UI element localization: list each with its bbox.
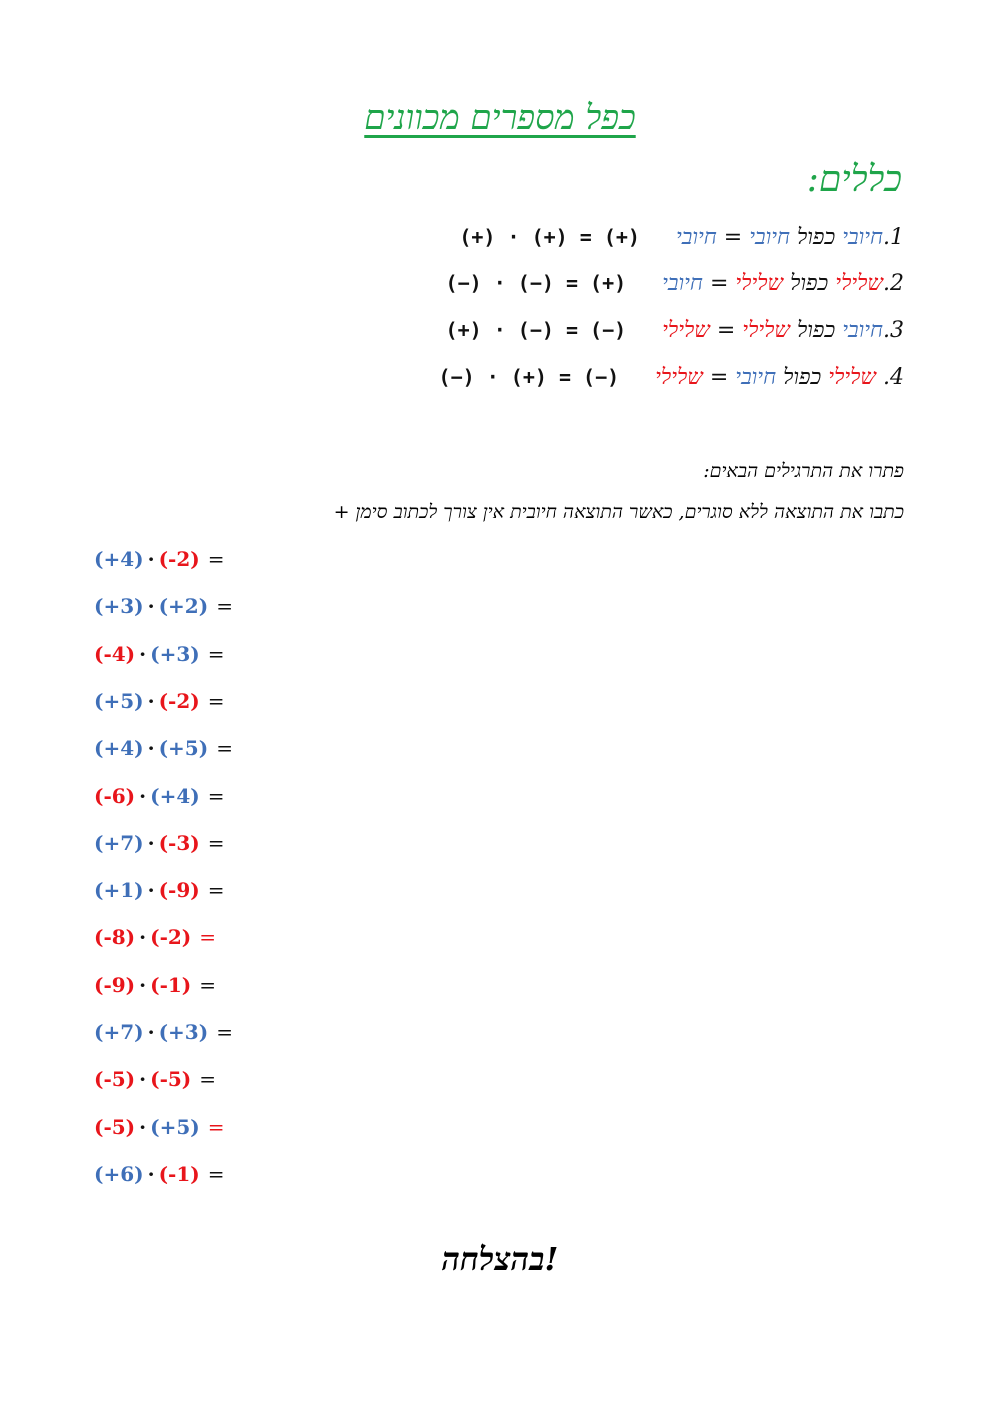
rule-result-word: חיובי [675,225,717,250]
multiplication-dot: · [147,878,155,903]
rule-first-sign-word: חיובי [842,225,883,250]
rule-equals-sign: = [716,318,736,343]
exercise-second-factor: (-9) [158,878,200,903]
rule-row [459,224,904,250]
rule-first-sign-word: חיובי [842,318,883,343]
multiplication-dot: · [147,1161,155,1186]
multiplication-dot: · [139,925,147,950]
exercise-equals-sign: = [207,783,225,808]
exercise-first-factor: (+1) [94,878,144,903]
exercise-second-factor: (-3) [158,830,200,855]
exercise-first-factor: (-4) [94,641,136,666]
exercise-first-factor: (-5) [94,1067,136,1092]
exercise-row [94,642,225,666]
rule-result-word: חיובי [662,271,703,296]
rule-first-sign-word: שלילי [828,365,876,390]
rule-row [439,364,904,390]
rule-times-word: כפול [790,271,829,296]
rule-row [446,270,904,296]
exercise-row [94,878,225,902]
exercise-first-factor: (-9) [94,972,136,997]
exercise-equals-sign: = [207,830,225,855]
exercise-first-factor: (+7) [94,830,144,855]
exercise-row [94,594,233,618]
exercise-equals-sign: = [216,736,233,761]
page-title: כפל מספרים מכוונים [364,98,636,138]
exercise-row [94,1067,216,1091]
exercise-equals-sign: = [207,1114,225,1139]
rule-second-sign-word: חיובי [749,225,790,250]
instructions-line-2: כתבו את התוצאה ללא סוגרים, כאשר התוצאה חיובית אין צורך לכתוב סימן + [333,501,904,523]
rule-sign-formula: (−) · (+) = (−) [438,365,620,389]
rule-sign-formula: (−) · (−) = (+) [445,271,627,295]
exercise-equals-sign: = [207,688,225,713]
exercise-second-factor: (-1) [158,1161,200,1186]
rule-result-word: שלילי [655,365,703,390]
exercise-second-factor: (+3) [158,1020,209,1044]
multiplication-dot: · [147,594,155,619]
exercise-second-factor: (+5) [158,736,209,761]
exercise-row [94,1162,225,1186]
exercise-row [94,736,233,760]
rule-number: 2. [883,271,904,296]
rule-sign-formula: (+) · (+) = (+) [459,225,640,249]
exercise-first-factor: (+4) [94,736,144,761]
rule-times-word: כפול [797,225,836,250]
exercise-second-factor: (-2) [158,547,200,571]
exercise-second-factor: (-2) [150,925,192,950]
multiplication-dot: · [147,1020,155,1044]
multiplication-dot: · [139,972,147,997]
multiplication-dot: · [147,547,155,571]
exercise-second-factor: (-2) [158,688,200,713]
rule-times-word: כפול [797,318,836,343]
exercise-second-factor: (+4) [150,783,200,808]
rules-heading: כללים: [806,159,902,200]
rule-result-word: שלילי [662,318,710,343]
rule-equals-sign: = [709,365,729,390]
exercise-row [94,1115,225,1139]
rule-number: 3. [883,318,904,343]
rule-equals-sign: = [709,271,729,296]
exercise-row [94,784,225,808]
exercise-equals-sign: = [199,925,217,950]
exercise-equals-sign: = [199,1067,217,1092]
multiplication-dot: · [139,641,147,666]
rule-number: 4. [876,365,904,390]
rule-second-sign-word: שלילי [742,318,790,343]
exercise-row [94,973,216,997]
exercise-equals-sign: = [199,972,217,997]
exercise-second-factor: (+3) [150,641,200,666]
rule-sign-formula: (+) · (−) = (−) [445,318,627,342]
exercise-second-factor: (+5) [150,1114,200,1139]
exercise-equals-sign: = [207,1161,225,1186]
rule-second-sign-word: חיובי [735,365,777,390]
exercise-equals-sign: = [207,878,225,903]
exercise-first-factor: (+5) [94,688,144,713]
rule-number: 1. [883,225,904,250]
exercise-equals-sign: = [216,1020,233,1044]
exercise-row [94,925,216,949]
exercise-equals-sign: = [207,641,225,666]
closing-message: בהצלחה! [441,1240,559,1278]
multiplication-dot: · [139,783,147,808]
rule-second-sign-word: שלילי [735,271,784,296]
multiplication-dot: · [147,688,155,713]
exercise-first-factor: (-5) [94,1114,136,1139]
multiplication-dot: · [139,1067,147,1092]
exercise-first-factor: (+3) [94,594,144,619]
title-row [0,98,1000,138]
exercise-first-factor: (+7) [94,1020,144,1044]
exercise-equals-sign: = [216,594,233,619]
exercise-row [94,1020,233,1044]
exercise-second-factor: (-1) [150,972,192,997]
exercise-equals-sign: = [207,547,225,571]
exercise-first-factor: (-6) [94,783,136,808]
multiplication-dot: · [139,1114,147,1139]
rule-first-sign-word: שלילי [835,271,883,296]
exercise-row [94,689,225,713]
rule-equals-sign: = [723,225,743,250]
multiplication-dot: · [147,736,155,761]
exercise-second-factor: (+2) [158,594,209,619]
exercise-second-factor: (-5) [150,1067,192,1092]
rule-times-word: כפול [783,365,822,390]
instructions-line-1: פתרו את התרגילים הבאים: [703,460,904,482]
exercise-first-factor: (-8) [94,925,136,950]
exercise-first-factor: (+4) [94,547,144,571]
exercise-first-factor: (+6) [94,1161,144,1186]
rule-row [446,317,904,343]
exercise-row [94,831,225,855]
multiplication-dot: · [147,830,155,855]
exercise-row [94,547,225,571]
